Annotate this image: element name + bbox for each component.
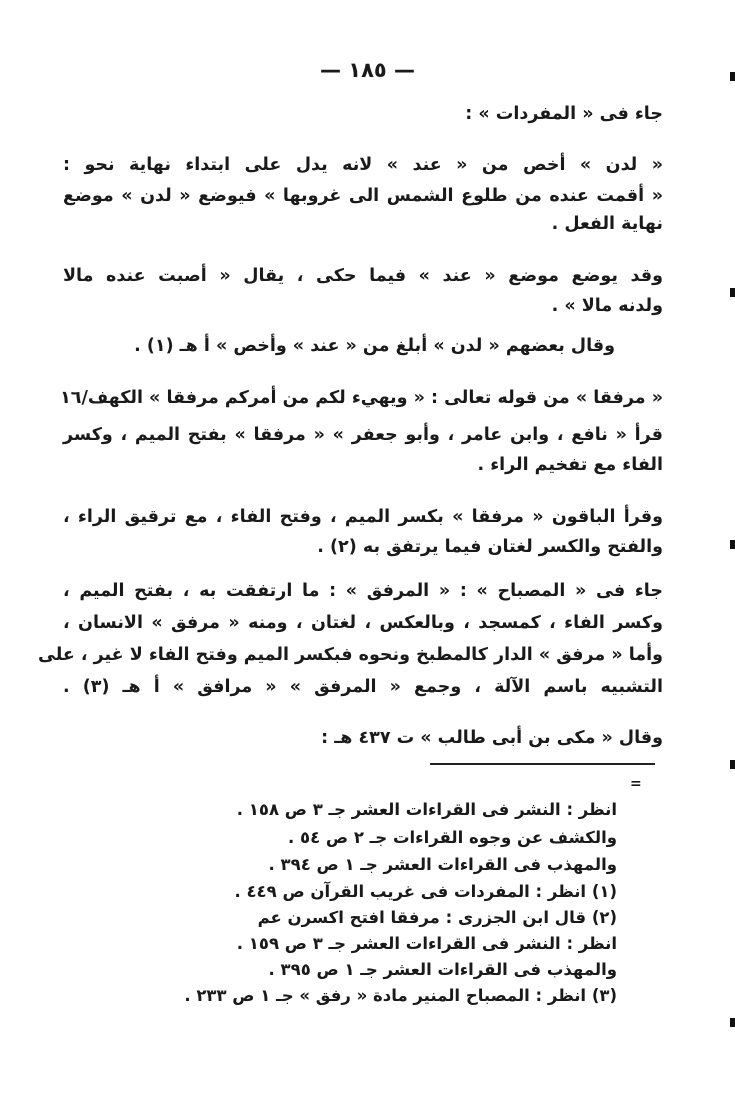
scan-edge-mark bbox=[730, 540, 735, 549]
body-line: وقد يوضع موضع « عند » فيما حكى ، يقال « أصبت عنده مالا bbox=[63, 266, 663, 286]
scan-edge-mark bbox=[730, 72, 735, 81]
footnote-line: (١) انظر : المفردات فى غريب القرآن ص ٤٤٩ . bbox=[234, 882, 617, 901]
body-line: جاء فى « المفردات » : bbox=[465, 104, 663, 124]
footnote-line: انظر : النشر فى القراءات العشر جـ ٣ ص ١٥٨ . bbox=[236, 800, 617, 819]
body-line: وقال بعضهم « لدن » أبلغ من « عند » وأخص » أ هـ (١) . bbox=[134, 336, 615, 356]
scan-edge-mark bbox=[730, 760, 735, 769]
body-line: الفاء مع تفخيم الراء . bbox=[477, 455, 663, 475]
body-line: التشبيه باسم الآلة ، وجمع « المرفق » « مرافق » أ هـ (٣) . bbox=[63, 677, 663, 697]
footnote-line: والمهذب فى القراءات العشر جـ ١ ص ٣٩٤ . bbox=[268, 855, 617, 874]
body-line: وأما « مرفق » الدار كالمطبخ ونحوه فبكسر الميم وفتح الفاء لا غير ، على bbox=[38, 645, 663, 665]
page-number: — ١٨٥ — bbox=[319, 58, 416, 82]
body-line: جاء فى « المصباح » : « المرفق » : ما ارتفقت به ، بفتح الميم ، bbox=[63, 581, 663, 601]
body-line: وكسر الفاء ، كمسجد ، وبالعكس ، لغتان ، ومنه « مرفق » الانسان ، bbox=[63, 613, 663, 633]
scan-edge-mark bbox=[730, 288, 735, 297]
body-line: والفتح والكسر لغتان فيما يرتفق به (٢) . bbox=[317, 537, 663, 557]
body-line: « أقمت عنده من طلوع الشمس الى غروبها » فيوضع « لدن » موضع bbox=[63, 186, 663, 206]
footnote-line: (٣) انظر : المصباح المنير مادة « رفق » جـ ١ ص ٢٣٣ . bbox=[184, 986, 617, 1005]
footnote-line: انظر : النشر فى القراءات العشر جـ ٣ ص ١٥٩ . bbox=[236, 934, 617, 953]
body-line: ولدنه مالا » . bbox=[551, 296, 663, 316]
footnote-continuation-mark: = bbox=[630, 776, 642, 792]
body-line: نهاية الفعل . bbox=[551, 214, 663, 234]
body-line: « لدن » أخص من « عند » لانه يدل على ابتداء نهاية نحو : bbox=[63, 155, 663, 175]
body-line: وقال « مكى بن أبى طالب » ت ٤٣٧ هـ : bbox=[321, 728, 663, 748]
footnote-line: (٢) قال ابن الجزرى : مرفقا افتح اكسرن عم bbox=[257, 908, 617, 927]
footnote-line: والكشف عن وجوه القراءات جـ ٢ ص ٥٤ . bbox=[287, 828, 617, 847]
body-line: وقرأ الباقون « مرفقا » بكسر الميم ، وفتح الفاء ، مع ترقيق الراء ، bbox=[63, 507, 663, 527]
body-line: « مرفقا » من قوله تعالى : « ويهيء لكم من أمركم مرفقا » الكهف/١٦ bbox=[60, 388, 663, 408]
footnote-line: والمهذب فى القراءات العشر جـ ١ ص ٣٩٥ . bbox=[268, 960, 617, 979]
body-line: قرأ « نافع ، وابن عامر ، وأبو جعفر » « مرفقا » بفتح الميم ، وكسر bbox=[63, 425, 663, 445]
scan-edge-mark bbox=[730, 1018, 735, 1027]
footnote-separator bbox=[430, 763, 655, 765]
